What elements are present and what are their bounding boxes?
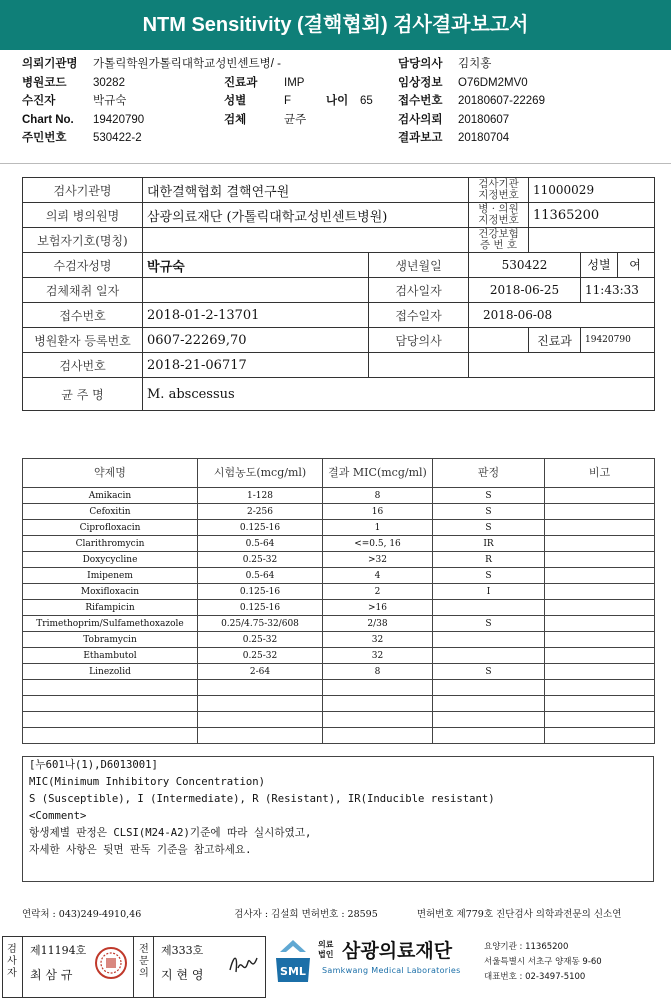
table-cell: 32 [323,648,433,664]
table-cell: 8 [323,488,433,504]
receipt-no: 2018-01-2-13701 [143,303,369,328]
table-row [23,664,655,680]
table-cell [545,680,655,696]
receipt-no-label: 접수번호 [23,303,143,328]
table-cell: 0.25-32 [198,552,323,568]
table-cell: Moxifloxacin [23,584,198,600]
report-title: NTM Sensitivity (결핵협회) 검사결과보고서 [0,0,671,50]
specialist-vertical-label: 전문의 [139,944,149,979]
table-cell: >16 [323,600,433,616]
table-cell [433,728,545,744]
table-cell [198,680,323,696]
reg-no-label: 병원환자 등록번호 [23,328,143,353]
phone: 대표번호 : 02-3497-5100 [484,972,586,982]
exam-time: 11:43:33 [581,278,655,303]
header-label: 나이 [326,95,349,107]
birth: 530422 [469,253,581,278]
table-cell: 2-64 [198,664,323,680]
table-row [23,488,655,504]
patient-name: 박규숙 [143,253,369,278]
table-cell: R [433,552,545,568]
exam-no: 2018-21-06717 [143,353,369,378]
table-cell [198,696,323,712]
header-value: 김치홍 [458,58,492,70]
table-cell [545,504,655,520]
table-cell: 0.5-64 [198,536,323,552]
drug-table-header: 비고 [545,459,655,488]
examiner-license-no: 제11194호 [30,944,87,957]
table-cell [545,728,655,744]
table-cell: Amikacin [23,488,198,504]
table-cell [545,616,655,632]
exam-date-label: 검사일자 [369,278,469,303]
strain-label: 균 주 명 [23,378,143,411]
table-cell: Trimethoprim/Sulfamethoxazole [23,616,198,632]
table-cell [545,520,655,536]
table-cell [23,712,198,728]
note-line: MIC(Minimum Inhibitory Concentration) [29,776,265,788]
req-hosp-code: 11365200 [529,203,655,228]
table-row [23,536,655,552]
table-cell: <=0.5, 16 [323,536,433,552]
examiner-info: 검사자 : 김설희 면허번호 : 28595 [234,909,378,920]
table-row [23,712,655,728]
note-line: [누601나(1),D6013001] [29,759,158,771]
table-cell: >32 [323,552,433,568]
table-cell [23,680,198,696]
header-label: 성별 [224,95,247,107]
table-cell: 8 [323,664,433,680]
header-value: 30282 [93,76,125,89]
table-cell: S [433,664,545,680]
drug-sensitivity-table [22,458,655,744]
table-cell: 0.125-16 [198,520,323,536]
table-cell: S [433,488,545,504]
org-english-name: Samkwang Medical Laboratories [322,966,461,975]
table-cell: 0.125-16 [198,584,323,600]
header-label: 검사의뢰 [398,113,443,126]
table-cell: Ciprofloxacin [23,520,198,536]
table-cell: 0.125-16 [198,600,323,616]
table-cell [545,648,655,664]
handwritten-signature [224,948,260,980]
table-cell [323,728,433,744]
drug-table-header: 결과 MIC(mcg/ml) [323,459,433,488]
sex: 여 [629,258,641,272]
address: 서울특별시 서초구 양재동 9-60 [484,957,602,967]
table-cell: Cefoxitin [23,504,198,520]
exam-org-code: 11000029 [529,178,655,203]
table-row [23,520,655,536]
collect-date [143,278,369,303]
note-line: 자세한 사항은 뒷면 판독 기준을 참고하세요. [29,844,252,856]
signature-area [0,934,671,1000]
care-institution-no: 요양기관 : 11365200 [484,942,569,952]
table-cell: Imipenem [23,568,198,584]
table-cell: 1 [323,520,433,536]
sml-logo-text: SML [280,965,306,978]
table-cell: S [433,520,545,536]
health-card [529,228,655,253]
table-cell [545,696,655,712]
table-cell: Ethambutol [23,648,198,664]
license-info: 면허번호 제779호 진단검사 의학과전문의 신소연 [416,909,622,920]
note-line: S (Susceptible), I (Intermediate), R (Resistant), IR(Inducible resistant) [29,793,495,805]
table-cell [23,728,198,744]
exam-org-code-label: 검사기관 지정번호 [469,178,529,203]
table-cell: S [433,616,545,632]
header-value: 박규숙 [93,95,127,107]
doctor [469,328,529,353]
table-cell [433,696,545,712]
header-value: 균주 [284,113,307,126]
drug-table-header: 시험농도(mcg/ml) [198,459,323,488]
table-cell: S [433,568,545,584]
table-cell: 0.25-32 [198,648,323,664]
table-cell [545,552,655,568]
header-value: O76DM2MV0 [458,76,528,89]
table-cell: Tobramycin [23,632,198,648]
table-row [23,648,655,664]
header-value: 20180704 [458,132,510,144]
header-divider [0,163,671,164]
table-cell: 0.5-64 [198,568,323,584]
specialist-license-no: 제333호 [161,944,204,957]
specialist-name: 지 현 영 [161,968,204,982]
contact: 연락처 : 043)249-4910,46 [22,909,142,920]
table-cell [433,632,545,648]
table-row [23,552,655,568]
header-label: 결과보고 [398,132,443,144]
header-value: IMP [284,76,305,89]
table-row [23,680,655,696]
exam-date: 2018-06-25 [469,278,581,303]
red-seal-stamp [94,946,128,980]
exam-no-label: 검사번호 [23,353,143,378]
header-value: F [284,95,292,107]
footer-line [22,906,654,920]
table-cell: Clarithromycin [23,536,198,552]
dept-label: 진료과 [529,328,581,353]
org-prefix: 의료법인 [318,940,334,959]
insured [143,228,469,253]
strain: M. abscessus [143,378,655,411]
table-cell [323,712,433,728]
header-value: 20180607 [458,113,510,126]
header-label: 의뢰기관명 [22,58,78,70]
header-value: 19420790 [93,113,145,126]
receipt-date: 2018-06-08 [469,303,655,328]
note-line: 항생제별 판정은 CLSI(M24-A2)기준에 따라 실시하였고, [29,827,312,839]
sex-label: 성별 [581,253,618,277]
header-label: Chart No. [22,113,74,126]
table-cell [433,680,545,696]
table-row [23,728,655,744]
table-cell: 0.25/4.75-32/608 [198,616,323,632]
header-label: 병원코드 [22,76,67,89]
header-label: 담당의사 [398,58,443,70]
header-label: 접수번호 [398,95,443,107]
table-cell: Rifampicin [23,600,198,616]
table-cell [545,584,655,600]
table-cell [198,712,323,728]
table-cell [433,600,545,616]
table-row [23,568,655,584]
table-cell [323,680,433,696]
table-row [23,600,655,616]
table-cell [433,648,545,664]
table-cell: 2 [323,584,433,600]
patient-label: 수검자성명 [23,253,143,278]
insured-label: 보험자기호(명칭) [23,228,143,253]
dept: 19420790 [581,328,655,353]
examiner-name: 최 삼 규 [30,968,73,982]
table-row [23,632,655,648]
table-row [23,696,655,712]
collect-label: 검체채취 일자 [23,278,143,303]
table-row [23,584,655,600]
table-cell: 16 [323,504,433,520]
doctor-label: 담당의사 [369,328,469,353]
table-row [23,504,655,520]
table-cell: 2-256 [198,504,323,520]
table-cell [545,536,655,552]
table-cell: IR [433,536,545,552]
header-label: 수진자 [22,95,56,107]
table-cell [198,728,323,744]
header-value: 20180607-22269 [458,95,545,107]
specimen-info-table [22,177,655,411]
table-cell: 0.25-32 [198,632,323,648]
drug-table-header: 판정 [433,459,545,488]
header-value: 530422-2 [93,132,142,144]
note-line: <Comment> [29,810,87,822]
table-cell [323,696,433,712]
examiner-vertical-label: 검사자 [7,944,17,979]
table-cell [545,664,655,680]
req-hosp-code-label: 병 · 의원 지정번호 [469,203,529,228]
table-cell: S [433,504,545,520]
exam-org-label: 검사기관명 [23,178,143,203]
drug-table-header: 약제명 [23,459,198,488]
req-hosp: 삼광의료재단 (가톨릭대학교성빈센트병원) [143,203,469,228]
sml-logo-icon [270,938,316,984]
header-label: 검체 [224,113,247,126]
table-cell: 4 [323,568,433,584]
table-cell [545,632,655,648]
header-label: 주민번호 [22,132,67,144]
health-card-label: 건강보험 증 번 호 [469,228,529,253]
birth-label: 생년월일 [369,253,469,278]
header-value: 가톨릭학원가톨릭대학교성빈센트병/ - [93,58,281,70]
reg-no: 0607-22269,70 [143,328,369,353]
table-cell: Linezolid [23,664,198,680]
header-value: 65 [360,95,373,107]
table-cell: 2/38 [323,616,433,632]
table-cell [545,488,655,504]
table-cell: 1-128 [198,488,323,504]
org-name: 삼광의료재단 [342,940,453,962]
receipt-date-label: 접수일자 [369,303,469,328]
table-cell [433,712,545,728]
table-cell [545,712,655,728]
table-cell: 32 [323,632,433,648]
notes-box [22,756,654,882]
table-cell [545,600,655,616]
table-cell: Doxycycline [23,552,198,568]
req-hosp-label: 의뢰 병의원명 [23,203,143,228]
header-label: 진료과 [224,76,258,89]
table-cell: I [433,584,545,600]
header-label: 임상정보 [398,76,443,89]
table-cell [23,696,198,712]
exam-org: 대한결핵협회 결핵연구원 [143,178,469,203]
table-cell [545,568,655,584]
table-row [23,616,655,632]
